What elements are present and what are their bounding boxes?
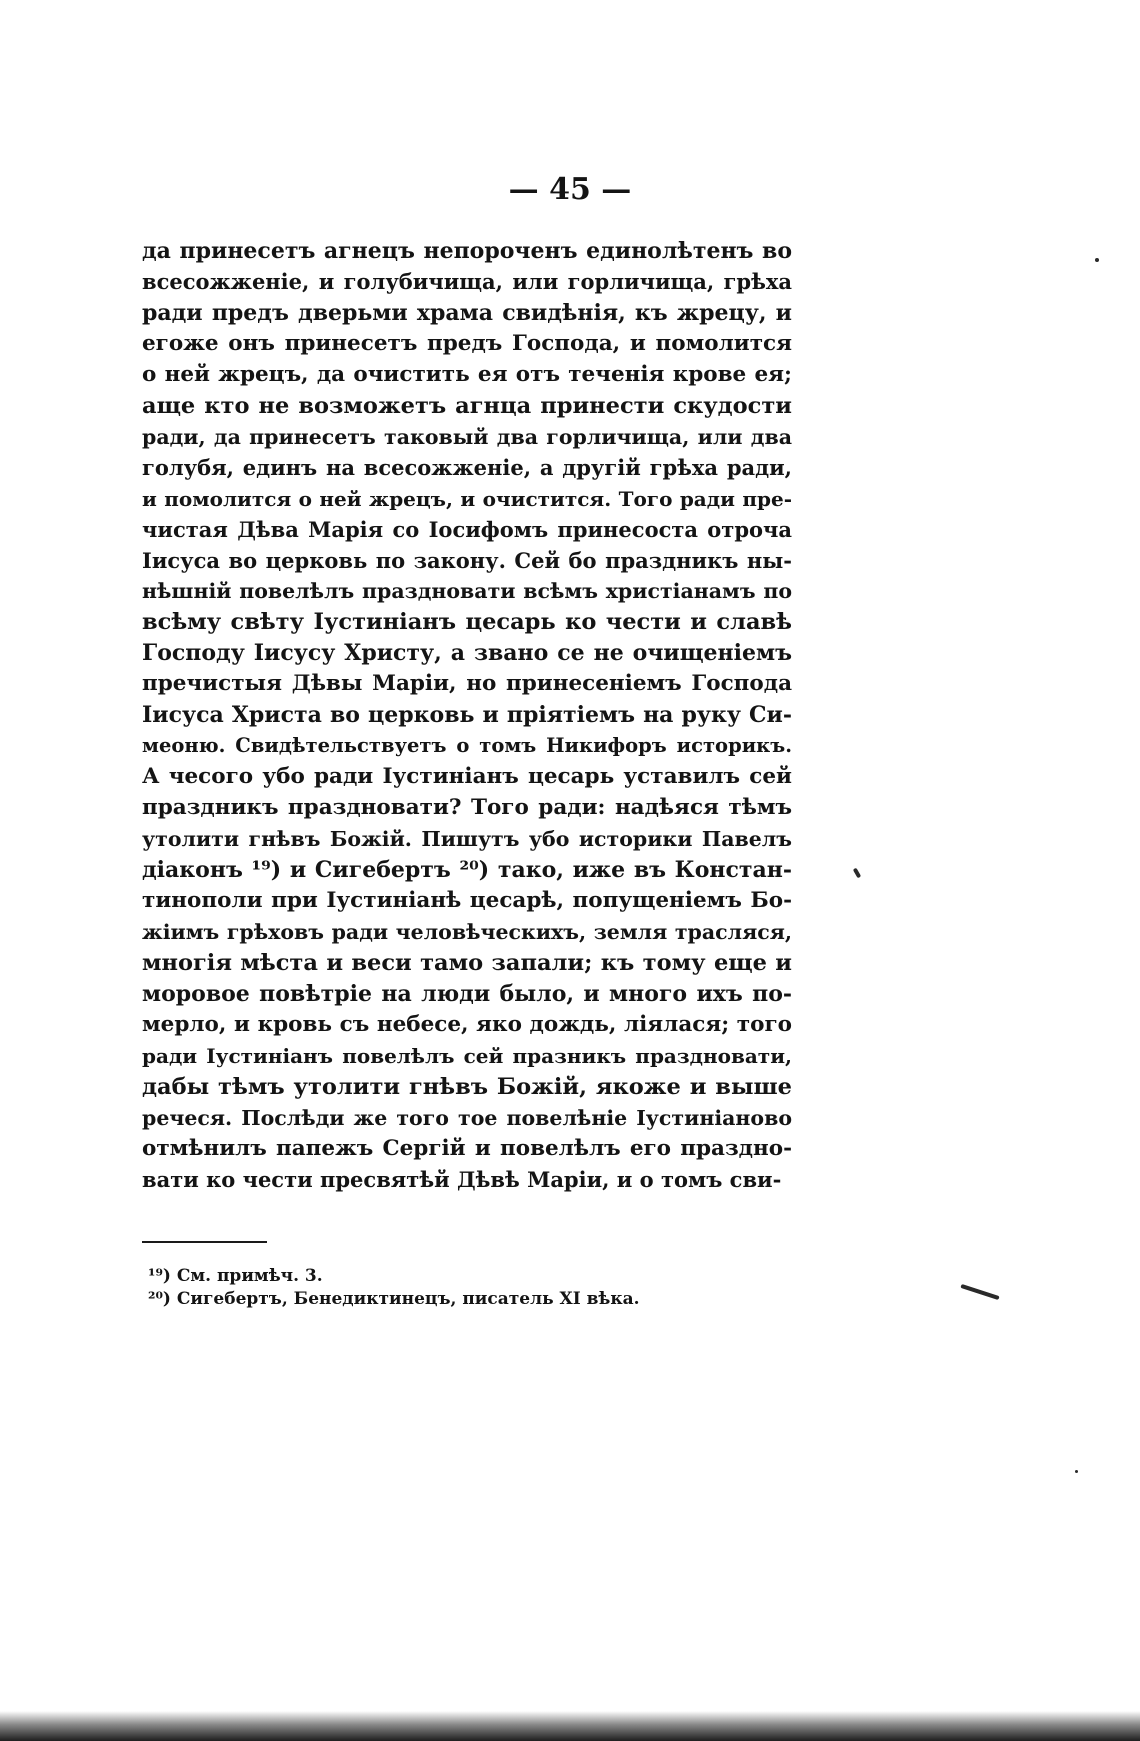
text-line: меоню. Свидѣтельствуетъ о томъ Никифоръ историкъ.: [142, 734, 792, 758]
text-line: отмѣнилъ папежъ Сергій и повелѣлъ его праздно-: [142, 1135, 792, 1161]
text-line: Господу Іисусу Христу, а звано се не очищеніемъ: [142, 640, 792, 667]
footnote-divider: [142, 1241, 267, 1243]
page-number: — 45 —: [508, 172, 632, 207]
scan-speck: [960, 1284, 999, 1300]
text-line: пречистыя Дѣвы Маріи, но принесеніемъ Господа: [142, 671, 792, 697]
text-line: ради предъ дверьми храма свидѣнія, къ жрецу, и: [142, 299, 792, 326]
text-line: дабы тѣмъ утолити гнѣвъ Божій, якоже и выше: [142, 1073, 792, 1100]
text-line: всѣму свѣту Іустиніанъ цесарь ко чести и славѣ: [142, 609, 792, 636]
footnotes: [148, 1265, 788, 1311]
scan-speck: [1075, 1470, 1078, 1473]
text-line: праздникъ праздновати? Того ради: надѣяся тѣмъ: [142, 795, 792, 821]
text-line: голубя, единъ на всесожженіе, а другій грѣха ради,: [142, 454, 792, 480]
text-line: егоже онъ принесетъ предъ Господа, и помолится: [142, 330, 792, 356]
text-line: діаконъ ¹⁹) и Сигебертъ ²⁰) тако, иже въ Констан-: [142, 857, 792, 884]
text-line: А чесого убо ради Іустиніанъ цесарь уставилъ сей: [142, 764, 792, 790]
text-line: вати ко чести пресвятѣй Дѣвѣ Маріи, и о томъ сви-: [142, 1166, 782, 1192]
text-line: моровое повѣтріе на люди было, и много ихъ по-: [142, 980, 792, 1007]
text-line: ради, да принесетъ таковый два горличища, или два: [142, 424, 792, 449]
text-line: нѣшній повелѣлъ праздновати всѣмъ христіанамъ по: [142, 579, 792, 604]
footnote: ²⁰) Сигебертъ, Бенедиктинецъ, писатель XI вѣка.: [148, 1289, 640, 1309]
text-line: тинополи при Іустиніанѣ цесарѣ, попущеніемъ Бо-: [142, 888, 792, 914]
text-line: Іисуса Христа во церковь и пріятіемъ на руку Си-: [142, 702, 792, 729]
footnote: ¹⁹) См. примѣч. 3.: [148, 1266, 323, 1286]
text-line: всесожженіе, и голубичища, или горличища, грѣха: [142, 268, 792, 294]
text-line: речеся. Послѣди же того тое повелѣніе Іустиніаново: [142, 1105, 792, 1130]
text-line: жіимъ грѣховъ ради человѣческихъ, земля трасляся,: [142, 919, 792, 944]
scan-speck: [1095, 258, 1099, 262]
text-line: ради Іустиніанъ повелѣлъ сей празникъ праздновати,: [142, 1043, 792, 1068]
text-line: аще кто не возможетъ агнца принести скудости: [142, 392, 792, 419]
text-line: чистая Дѣва Марія со Іосифомъ принесоста отроча: [142, 516, 792, 542]
text-line: о ней жрецъ, да очистить ея отъ теченія крове ея;: [142, 361, 792, 387]
scan-speck: [853, 868, 861, 879]
text-line: да принесетъ агнецъ непороченъ единолѣтенъ во: [142, 238, 792, 264]
text-line: Іисуса во церковь по закону. Сей бо праздникъ ны-: [142, 547, 792, 573]
text-line: и помолится о ней жрецъ, и очистится. Того ради пре-: [142, 486, 792, 511]
scan-bottom-edge: [0, 1711, 1140, 1741]
text-line: утолити гнѣвъ Божій. Пишутъ убо историки Павелъ: [142, 827, 792, 852]
main-text: [142, 236, 792, 1196]
text-line: мерло, и кровь съ небесе, яко дождь, ліялася; того: [142, 1011, 792, 1037]
text-line: многія мѣста и веси тамо запали; къ тому еще и: [142, 949, 792, 976]
